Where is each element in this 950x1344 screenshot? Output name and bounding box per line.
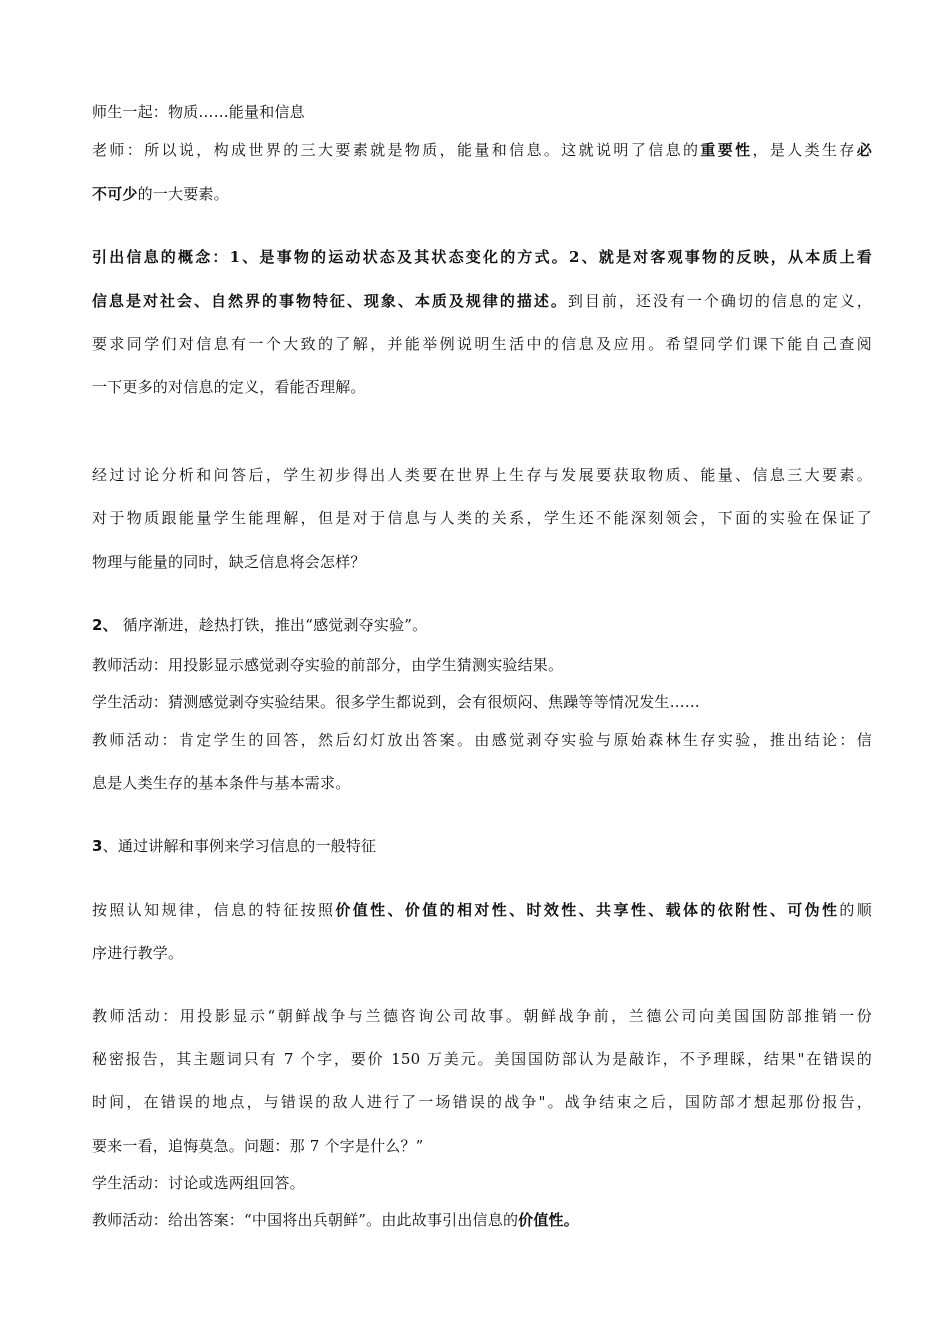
section-number: 2、 (92, 616, 118, 634)
concept-text: 一下更多的对信息的定义，看能否理解。 (92, 378, 366, 396)
story-line-3 (92, 1092, 872, 1112)
activity-text: 教师活动：肯定学生的回答，然后幻灯放出答案。由感觉剥夺实验与原始森林生存实验，推出结论：信 (92, 731, 872, 749)
concept-line-2 (92, 291, 872, 311)
story-line-2 (92, 1049, 872, 1069)
story-text: 要来一看，追悔莫急。问题：那 7 个字是什么？” (92, 1137, 424, 1155)
teacher-activity-2-line-2 (92, 773, 872, 793)
section-number: 3 (92, 837, 103, 855)
concept-text: 到目前，还没有一个确切的信息的定义， (567, 292, 872, 310)
activity-text: 教师活动：给出答案：“中国将出兵朝鲜”。由此故事引出信息的 (92, 1211, 519, 1229)
teacher-activity-3 (92, 1210, 872, 1230)
statement-text: 的一大要素。 (137, 185, 229, 203)
student-activity-1 (92, 692, 872, 712)
characteristics-text: 的顺 (839, 901, 872, 919)
emphasis-indispensable-start: 必 (856, 141, 872, 159)
activity-text: 学生活动：猜测感觉剥夺实验结果。很多学生都说到，会有很烦闷、焦躁等等情况发生…… (92, 693, 701, 711)
characteristics-line-2 (92, 943, 872, 963)
discussion-line-2 (92, 508, 872, 528)
concept-line-4 (92, 377, 872, 397)
activity-text: 息是人类生存的基本条件与基本需求。 (92, 774, 351, 792)
statement-text: ，是人类生存 (752, 141, 857, 159)
section-title: 循序渐进，趁热打铁，推出“感觉剥夺实验”。 (117, 616, 428, 634)
section-2-heading (92, 615, 872, 635)
dialogue-text: 师生一起：物质……能量和信息 (92, 103, 305, 121)
story-text: 时间，在错误的地点，与错误的敌人进行了一场错误的战争"。战争结束之后，国防部才想起那份报告， (92, 1093, 872, 1111)
emphasis-importance: 重要性 (700, 141, 753, 159)
section-3-heading (92, 836, 872, 856)
student-activity-2 (92, 1173, 872, 1193)
story-line-4 (92, 1136, 872, 1156)
activity-text: 学生活动：讨论或选两组回答。 (92, 1174, 305, 1192)
statement-text: 老师：所以说，构成世界的三大要素就是物质，能量和信息。这就说明了信息的 (92, 141, 701, 159)
concept-line-3 (92, 334, 872, 354)
story-line-1 (92, 1006, 872, 1026)
discussion-text: 物理与能量的同时，缺乏信息将会怎样？ (92, 553, 366, 571)
emphasis-indispensable-end: 不可少 (92, 185, 138, 203)
concept-definition: 引出信息的概念：1、是事物的运动状态及其状态变化的方式。2、就是对客观事物的反映，从本质上看 (92, 248, 872, 266)
characteristics-text: 序进行教学。 (92, 944, 184, 962)
story-text: 教师活动：用投影显示“朝鲜战争与兰德咨询公司故事。朝鲜战争前，兰德公司向美国国防部推销一份 (92, 1007, 872, 1025)
teacher-statement-line-2 (92, 184, 872, 204)
section-title: 、通过讲解和事例来学习信息的一般特征 (102, 837, 377, 855)
concept-definition: 信息是对社会、自然界的事物特征、现象、本质及规律的描述。 (92, 292, 568, 310)
characteristics-list: 价值性、价值的相对性、时效性、共享性、载体的依附性、可伪性 (335, 901, 840, 919)
characteristics-line-1 (92, 900, 872, 920)
characteristics-text: 按照认知规律，信息的特征按照 (92, 901, 336, 919)
concept-text: 要求同学们对信息有一个大致的了解，并能举例说明生活中的信息及应用。希望同学们课下能自己查阅 (92, 335, 872, 353)
dialogue-line (92, 102, 872, 122)
teacher-activity-2-line-1 (92, 730, 872, 750)
teacher-statement-line-1 (92, 140, 872, 160)
emphasis-value: 价值性。 (518, 1211, 579, 1229)
discussion-text: 对于物质跟能量学生能理解，但是对于信息与人类的关系，学生还不能深刻领会，下面的实验在保证了 (92, 509, 872, 527)
discussion-line-3 (92, 552, 872, 572)
concept-line-1 (92, 247, 872, 267)
teacher-activity-1 (92, 655, 872, 675)
story-text: 秘密报告，其主题词只有 7 个字，要价 150 万美元。美国国防部认为是敲诈，不予理睬，结果"在错误的 (92, 1050, 872, 1068)
discussion-text: 经过讨论分析和问答后，学生初步得出人类要在世界上生存与发展要获取物质、能量、信息三大要素。 (92, 466, 872, 484)
activity-text: 教师活动：用投影显示感觉剥夺实验的前部分，由学生猜测实验结果。 (92, 656, 564, 674)
discussion-line-1 (92, 465, 872, 485)
